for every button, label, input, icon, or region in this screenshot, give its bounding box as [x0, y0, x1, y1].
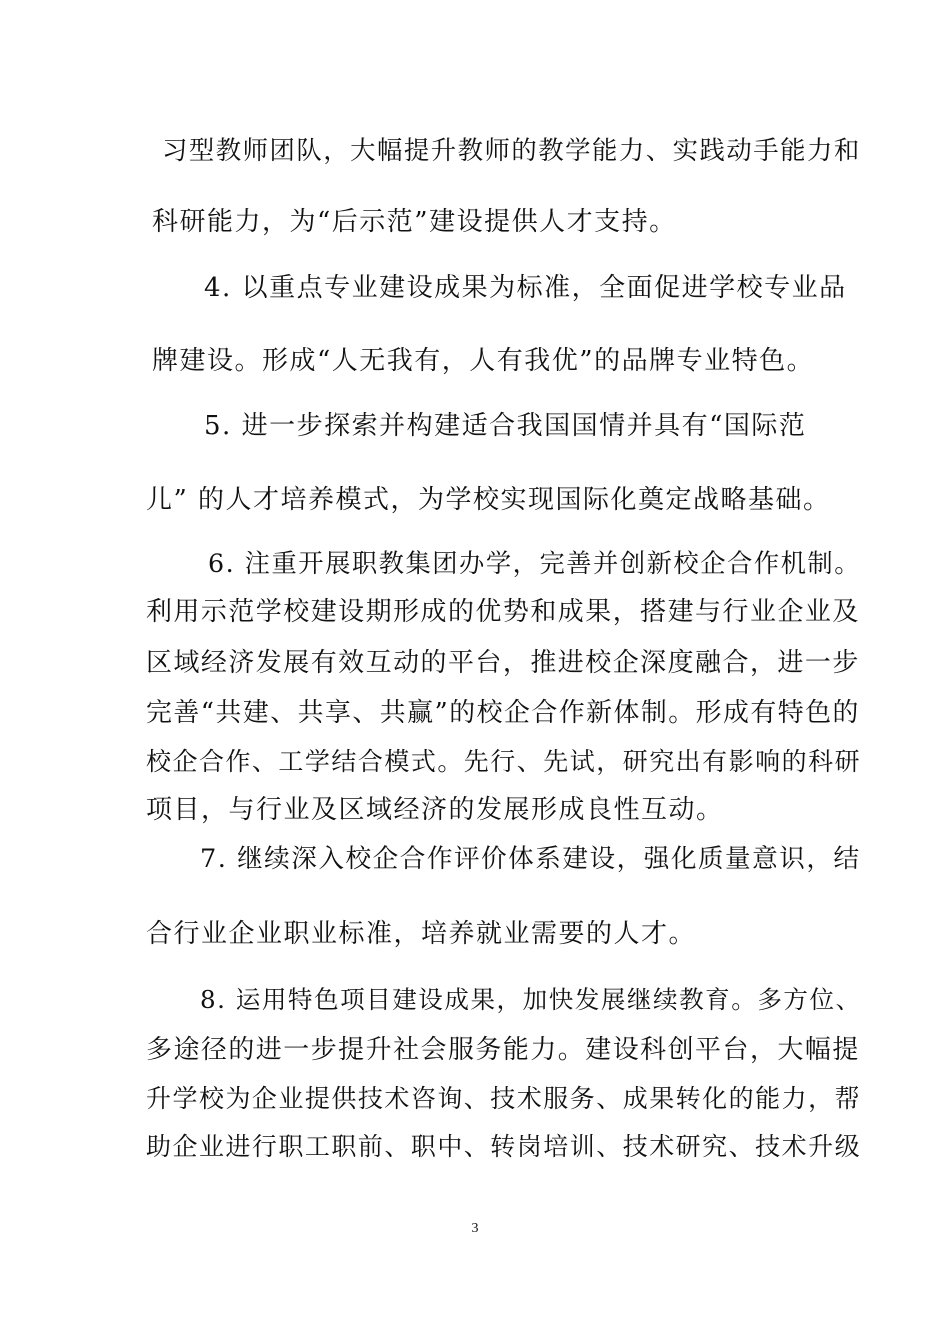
- text-line: 牌建设。形成“人无我有，人有我优”的品牌专业特色。: [152, 346, 815, 376]
- text-line: 儿” 的人才培养模式，为学校实现国际化奠定战略基础。: [146, 485, 831, 515]
- text-line: 升学校为企业提供技术咨询、技术服务、成果转化的能力，帮: [146, 1084, 862, 1113]
- text-line: 5. 进一步探索并构建适合我国国情并具有“国际范: [204, 411, 807, 441]
- text-line: 项目，与行业及区域经济的发展形成良性互动。: [146, 795, 724, 825]
- text-line: 多途径的进一步提升社会服务能力。建设科创平台，大幅提: [146, 1035, 860, 1065]
- text-line: 完善“共建、共享、共赢”的校企合作新体制。形成有特色的: [146, 698, 860, 728]
- text-line: 合行业企业职业标准，培养就业需要的人才。: [146, 919, 697, 949]
- text-line: 习型教师团队，大幅提升教师的教学能力、实践动手能力和: [162, 135, 861, 165]
- page-number: 3: [471, 1221, 479, 1236]
- text-line: 校企合作、工学结合模式。先行、先试，研究出有影响的科研: [146, 747, 862, 776]
- text-line: 助企业进行职工职前、职中、转岗培训、技术研究、技术升级: [146, 1132, 862, 1161]
- text-line: 利用示范学校建设期形成的优势和成果，搭建与行业企业及: [146, 597, 860, 627]
- text-line: 区域经济发展有效互动的平台，推进校企深度融合，进一步: [146, 648, 860, 678]
- text-line: 科研能力，为“后示范”建设提供人才支持。: [152, 207, 677, 237]
- text-line: 8. 运用特色项目建设成果，加快发展继续教育。多方位、: [200, 985, 862, 1014]
- text-line: 6. 注重开展职教集团办学，完善并创新校企合作机制。: [208, 549, 862, 578]
- text-line: 7. 继续深入校企合作评价体系建设，强化质量意识，结: [200, 844, 861, 874]
- text-line: 4. 以重点专业建设成果为标准，全面促进学校专业品: [204, 273, 847, 303]
